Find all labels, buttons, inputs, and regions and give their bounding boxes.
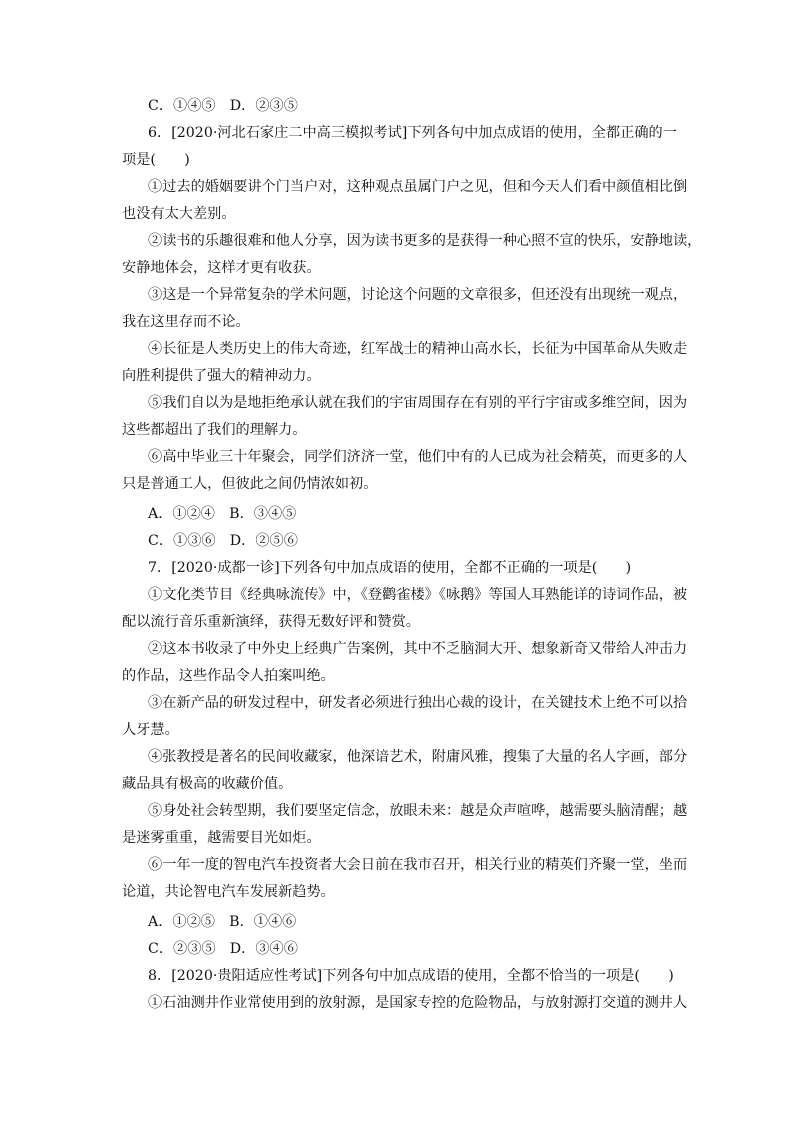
sentence-line: 向胜利提供了强大的精神动力。 bbox=[122, 368, 321, 384]
option-line: C．①③⑥ D．②⑤⑥ bbox=[148, 533, 298, 549]
sentence-line: ①过去的婚姻要讲个门当户对，这种观点虽属门户之见，但和今天人们看中颜值相比倒 bbox=[148, 179, 688, 195]
question-stem-line: 6．[2020·河北石家庄二中高三模拟考试]下列各句中加点成语的使用，全都正确的一 bbox=[148, 125, 677, 141]
option-line: A．①②④ B．③④⑤ bbox=[148, 506, 297, 522]
sentence-line: 安静地体会，这样才更有收获。 bbox=[122, 260, 321, 276]
sentence-line: ②读书的乐趣很难和他人分享，因为读书更多的是获得一种心照不宣的快乐，安静地读， bbox=[148, 233, 702, 249]
sentence-line: 藏品具有极高的收藏价值。 bbox=[122, 776, 293, 792]
sentence-line: 我在这里存而不论。 bbox=[122, 314, 250, 330]
sentence-line: 这些都超出了我们的理解力。 bbox=[122, 422, 307, 438]
option-line: A．①②⑤ B．①④⑥ bbox=[148, 914, 297, 930]
sentence-line: ⑤我们自以为是地拒绝承认就在我们的宇宙周围存在有别的平行宇宙或多维空间，因为 bbox=[148, 395, 688, 411]
option-line: C．②③⑤ D．③④⑥ bbox=[148, 941, 298, 957]
sentence-line: 人牙慧。 bbox=[122, 722, 179, 738]
question-stem-line: 8．[2020·贵阳适应性考试]下列各句中加点成语的使用，全都不恰当的一项是( ) bbox=[148, 968, 674, 984]
sentence-line: 也没有太大差别。 bbox=[122, 206, 236, 222]
question-stem-line: 7．[2020·成都一诊]下列各句中加点成语的使用，全都不正确的一项是( ) bbox=[148, 560, 632, 576]
sentence-line: ④长征是人类历史上的伟大奇迹，红军战士的精神山高水长，长征为中国革命从失败走 bbox=[148, 341, 688, 357]
sentence-line: 只是普通工人，但彼此之间仍情浓如初。 bbox=[122, 476, 378, 492]
sentence-line: 论道，共论智电汽车发展新趋势。 bbox=[122, 884, 335, 900]
sentence-line: ⑤身处社会转型期，我们要坚定信念，放眼未来：越是众声喧哗，越需要头脑清醒；越 bbox=[148, 803, 688, 819]
sentence-line: 配以流行音乐重新演绎，获得无数好评和赞赏。 bbox=[122, 614, 420, 630]
sentence-line: ④张教授是著名的民间收藏家，他深谙艺术，附庸风雅，搜集了大量的名人字画，部分 bbox=[148, 749, 688, 765]
sentence-line: ⑥一年一度的智电汽车投资者大会日前在我市召开，相关行业的精英们齐聚一堂，坐而 bbox=[148, 857, 688, 873]
sentence-line: ②这本书收录了中外史上经典广告案例，其中不乏脑洞大开、想象新奇又带给人冲击力 bbox=[148, 641, 688, 657]
sentence-line: ⑥高中毕业三十年聚会，同学们济济一堂，他们中有的人已成为社会精英，而更多的人 bbox=[148, 449, 688, 465]
sentence-line: ①石油测井作业常使用到的放射源，是国家专控的危险物品，与放射源打交道的测井人 bbox=[148, 995, 688, 1011]
sentence-line: ③在新产品的研发过程中，研发者必须进行独出心裁的设计，在关键技术上绝不可以拾 bbox=[148, 695, 688, 711]
sentence-line: ③这是一个异常复杂的学术问题，讨论这个问题的文章很多，但还没有出现统一观点， bbox=[148, 287, 688, 303]
sentence-line: ①文化类节目《经典咏流传》中，《登鹳雀楼》《咏鹅》等国人耳熟能详的诗词作品，被 bbox=[148, 587, 688, 603]
sentence-line: 的作品，这些作品令人拍案叫绝。 bbox=[122, 668, 335, 684]
question-stem-line: 项是( ) bbox=[122, 152, 190, 168]
option-line: C．①④⑤ D．②③⑤ bbox=[148, 98, 298, 114]
sentence-line: 是迷雾重重，越需要目光如炬。 bbox=[122, 830, 321, 846]
